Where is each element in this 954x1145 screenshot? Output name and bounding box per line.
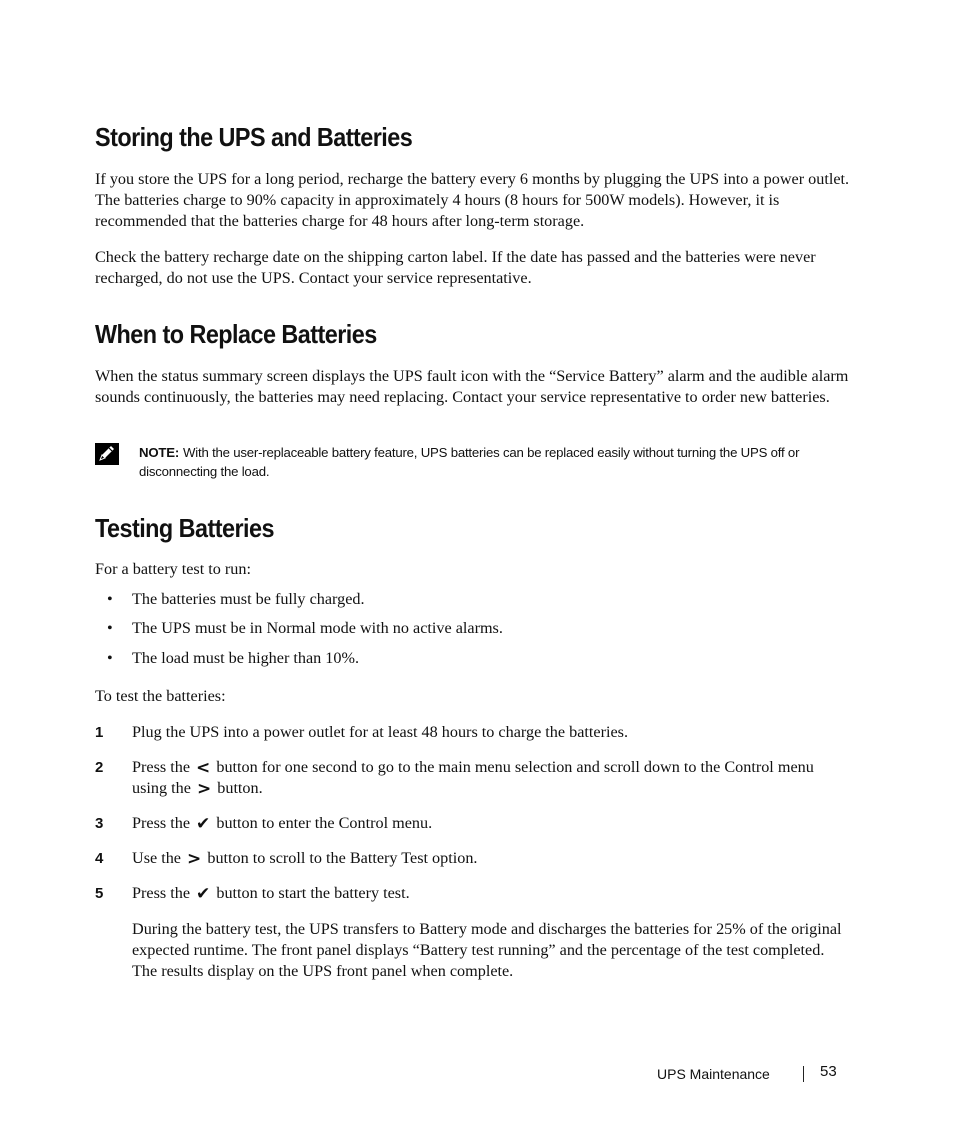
step-5-detail: During the battery test, the UPS transfers to Battery mode and discharges the batteries for 25% of the original expected runtime. The front panel displays “Battery test running” and the percentage of the test completed. The results display on the UPS front panel when complete.: [132, 920, 842, 980]
checkmark-icon: ✔: [196, 884, 211, 904]
step-text-part: button for one second to go to the main menu selection and scroll down to the Control menu using the: [132, 758, 814, 797]
footer-divider: [803, 1066, 804, 1082]
step-text-part: Press the: [132, 814, 190, 832]
step-text: [132, 883, 852, 904]
bullet-text: The UPS must be in Normal mode with no active alarms.: [132, 619, 503, 637]
step-text: [132, 757, 852, 799]
bullet-dot: •: [107, 590, 113, 608]
chevron-right-icon: >: [187, 849, 202, 869]
replace-paragraph-1: When the status summary screen displays the UPS fault icon with the “Service Battery” alarm and the audible alarm sounds continuously, the batteries may need replacing. Contact your service representative to order new batteries.: [95, 367, 849, 406]
step-number: 5: [95, 885, 104, 902]
footer-section-name: UPS Maintenance: [657, 1066, 770, 1082]
step-text: [132, 848, 852, 869]
step-text-part: Press the: [132, 884, 190, 902]
bullet-text: The batteries must be fully charged.: [132, 590, 365, 608]
page-number: 53: [820, 1063, 837, 1080]
chevron-right-icon: >: [196, 779, 212, 799]
step-number: 2: [95, 759, 104, 776]
bullet-dot: •: [107, 649, 113, 667]
testing-to-test: To test the batteries:: [95, 687, 226, 705]
note-text: [139, 443, 859, 481]
step-text-part: button.: [217, 779, 263, 797]
step-number: 3: [95, 815, 104, 832]
step-text: [132, 813, 852, 834]
step-text-part: button to scroll to the Battery Test option.: [207, 849, 478, 867]
heading-storing: Storing the UPS and Batteries: [95, 122, 413, 152]
heading-testing: Testing Batteries: [95, 513, 274, 543]
bullet-dot: •: [107, 619, 113, 637]
bullet-text: The load must be higher than 10%.: [132, 649, 360, 667]
note-body: With the user-replaceable battery feature, UPS batteries can be replaced easily without turning the UPS off or disconnecting the load.: [139, 445, 800, 479]
testing-intro: For a battery test to run:: [95, 560, 251, 578]
page-footer: [657, 1062, 857, 1086]
chevron-left-icon: <: [196, 758, 211, 778]
step-text-part: button to start the battery test.: [216, 884, 410, 902]
step-text: [132, 722, 852, 743]
step-number: 1: [95, 724, 104, 741]
note-pencil-icon: [95, 443, 119, 465]
heading-replace: When to Replace Batteries: [95, 319, 377, 349]
step-text-part: Plug the UPS into a power outlet for at least 48 hours to charge the batteries.: [132, 723, 629, 741]
step-number: 4: [95, 850, 104, 867]
checkmark-icon: ✔: [196, 814, 211, 834]
storing-paragraph-2: Check the battery recharge date on the shipping carton label. If the date has passed and the batteries were never recharged, do not use the UPS. Contact your service representative.: [95, 248, 816, 287]
note-label: NOTE:: [139, 445, 180, 460]
step-text-part: Press the: [132, 758, 190, 776]
storing-paragraph-1: If you store the UPS for a long period, recharge the battery every 6 months by plugging the UPS into a power outlet. The batteries charge to 90% capacity in approximately 4 hours (8 hours for 500W models). However, it is recommended that the batteries charge for 48 hours after long-term storage.: [95, 170, 850, 230]
step-text-part: button to enter the Control menu.: [216, 814, 433, 832]
step-text-part: Use the: [132, 849, 181, 867]
